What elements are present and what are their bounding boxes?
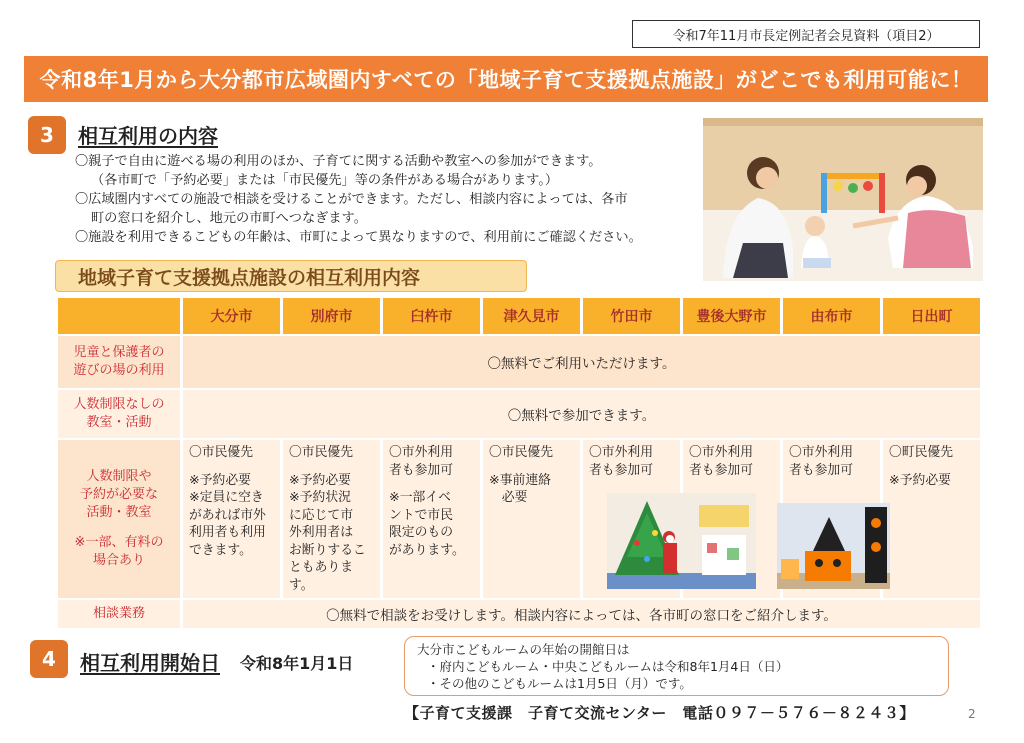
condition-head: 〇市外利用 bbox=[689, 445, 753, 460]
condition-note: ※予約状況 bbox=[289, 490, 351, 505]
city-condition-cell bbox=[883, 440, 980, 598]
condition-head: 者も参加可 bbox=[389, 462, 453, 478]
condition-head: 者も参加可 bbox=[589, 462, 653, 478]
condition-head: 者も参加可 bbox=[689, 462, 753, 478]
condition-head: 〇市外利用 bbox=[389, 445, 453, 460]
halloween-decoration-photo bbox=[777, 503, 890, 589]
christmas-decoration-illustration bbox=[607, 493, 756, 589]
city-condition-cell bbox=[383, 440, 480, 598]
condition-note: ※予約必要 bbox=[189, 472, 251, 488]
condition-head: 〇市民優先 bbox=[489, 445, 553, 460]
row-value: 〇無料でご利用いただけます。 bbox=[183, 336, 980, 388]
row-label-line: 活動・教室 bbox=[86, 505, 152, 520]
table-subheading: 地域子育て支援拠点施設の相互利用内容 bbox=[55, 260, 527, 292]
city-header: 臼杵市 bbox=[383, 298, 480, 334]
city-header: 大分市 bbox=[183, 298, 280, 334]
city-condition-cell bbox=[483, 440, 580, 598]
condition-head: 〇市民優先 bbox=[289, 445, 353, 460]
condition-note: できます。 bbox=[189, 542, 252, 558]
city-condition-cell bbox=[183, 440, 280, 598]
condition-note: 限定のもの bbox=[389, 525, 453, 540]
halloween-decoration-illustration bbox=[777, 503, 890, 589]
row-label-line: 予約が必要な bbox=[79, 487, 158, 502]
condition-note: があれば市外 bbox=[189, 507, 266, 523]
note-line: 大分市こどもルームの年始の開館日は bbox=[417, 642, 630, 657]
condition-note: お断りするこ bbox=[289, 542, 366, 558]
city-header: 津久見市 bbox=[483, 298, 580, 334]
row-label-line: 遊びの場の利用 bbox=[73, 363, 165, 378]
city-header: 日出町 bbox=[883, 298, 980, 334]
opening-day-note bbox=[404, 636, 949, 696]
row-label-line: 人数制限や bbox=[86, 469, 152, 484]
condition-head: 者も参加可 bbox=[789, 462, 853, 478]
condition-note: ※一部イベ bbox=[389, 490, 451, 505]
condition-head: 〇市民優先 bbox=[189, 445, 253, 460]
page-number: 2 bbox=[968, 707, 976, 721]
row-value: 〇無料で相談をお受けします。相談内容によっては、各市町の窓口をご紹介します。 bbox=[183, 600, 980, 628]
condition-note: ※予約必要 bbox=[289, 472, 351, 488]
condition-note: 外利用者は bbox=[289, 525, 353, 540]
city-header: 豊後大野市 bbox=[683, 298, 780, 334]
note-line: ・府内こどもルーム・中央こどもルームは令和8年1月4日（日） bbox=[427, 659, 789, 674]
christmas-decoration-photo bbox=[607, 493, 756, 589]
condition-head: 〇市外利用 bbox=[789, 445, 853, 460]
section-3-title: 相互利用の内容 bbox=[78, 124, 218, 148]
section-4-number: 4 bbox=[30, 640, 68, 678]
start-date: 令和8年1月1日 bbox=[240, 654, 354, 673]
section-4-title: 相互利用開始日 bbox=[80, 651, 220, 675]
row-label-line: ※一部、有料の bbox=[74, 535, 164, 550]
row-label-line: 場合あり bbox=[92, 553, 145, 568]
condition-note: に応じて市 bbox=[289, 507, 353, 523]
childcare-photo bbox=[703, 118, 983, 281]
note-line: ・その他のこどもルームは1月5日（月）です。 bbox=[427, 676, 692, 691]
condition-head: 〇町民優先 bbox=[889, 445, 953, 460]
section-3-number: 3 bbox=[28, 116, 66, 154]
condition-note: があります。 bbox=[389, 542, 465, 558]
bullet-line: 町の窓口を紹介し、地元の市町へつなぎます。 bbox=[91, 211, 367, 226]
row-label bbox=[58, 390, 180, 438]
condition-note: ※定員に空き bbox=[189, 490, 264, 505]
row-label bbox=[58, 336, 180, 388]
header-corner bbox=[58, 298, 180, 334]
condition-note: ともあります。 bbox=[289, 560, 353, 593]
title-banner: 令和8年1月から大分都市広域圏内すべての「地域子育て支援拠点施設」がどこでも利用可能に！ bbox=[24, 56, 988, 102]
table-row bbox=[58, 600, 980, 628]
section-3-bullets bbox=[75, 152, 700, 247]
row-value: 〇無料で参加できます。 bbox=[183, 390, 980, 438]
condition-note: 必要 bbox=[489, 490, 528, 505]
bullet-line: 〇広域圏内すべての施設で相談を受けることができます。ただし、相談内容によっては、各市 bbox=[75, 192, 628, 207]
document-meta-label: 令和7年11月市長定例記者会見資料（項目2） bbox=[632, 20, 980, 48]
bullet-line: 〇施設を利用できるこどもの年齢は、市町によって異なりますので、利用前にご確認ください。 bbox=[75, 230, 642, 245]
childcare-photo-illustration bbox=[703, 118, 983, 281]
table-header-row bbox=[58, 298, 980, 334]
row-label-line: 教室・活動 bbox=[86, 415, 152, 430]
table-row bbox=[58, 336, 980, 388]
bullet-line: 〇親子で自由に遊べる場の利用のほか、子育てに関する活動や教室への参加ができます。 bbox=[75, 154, 602, 169]
table-row bbox=[58, 390, 980, 438]
row-label: 相談業務 bbox=[58, 600, 180, 628]
row-label-line: 人数制限なしの bbox=[73, 397, 165, 412]
city-header: 竹田市 bbox=[583, 298, 680, 334]
condition-note: 利用者も利用 bbox=[189, 525, 266, 540]
row-label bbox=[58, 440, 180, 598]
condition-note: ントで市民 bbox=[389, 507, 453, 523]
city-condition-cell bbox=[283, 440, 380, 598]
condition-head: 〇市外利用 bbox=[589, 445, 653, 460]
city-header: 別府市 bbox=[283, 298, 380, 334]
bullet-line: （各市町で「予約必要」または「市民優先」等の条件がある場合があります。） bbox=[91, 173, 559, 188]
condition-note: ※事前連絡 bbox=[489, 472, 551, 488]
contact-footer: 【子育て支援課 子育て交流センター 電話０９７－５７６－８２４３】 bbox=[404, 704, 915, 722]
city-header: 由布市 bbox=[783, 298, 880, 334]
condition-note: ※予約必要 bbox=[889, 472, 951, 488]
row-label-line: 児童と保護者の bbox=[73, 345, 165, 360]
